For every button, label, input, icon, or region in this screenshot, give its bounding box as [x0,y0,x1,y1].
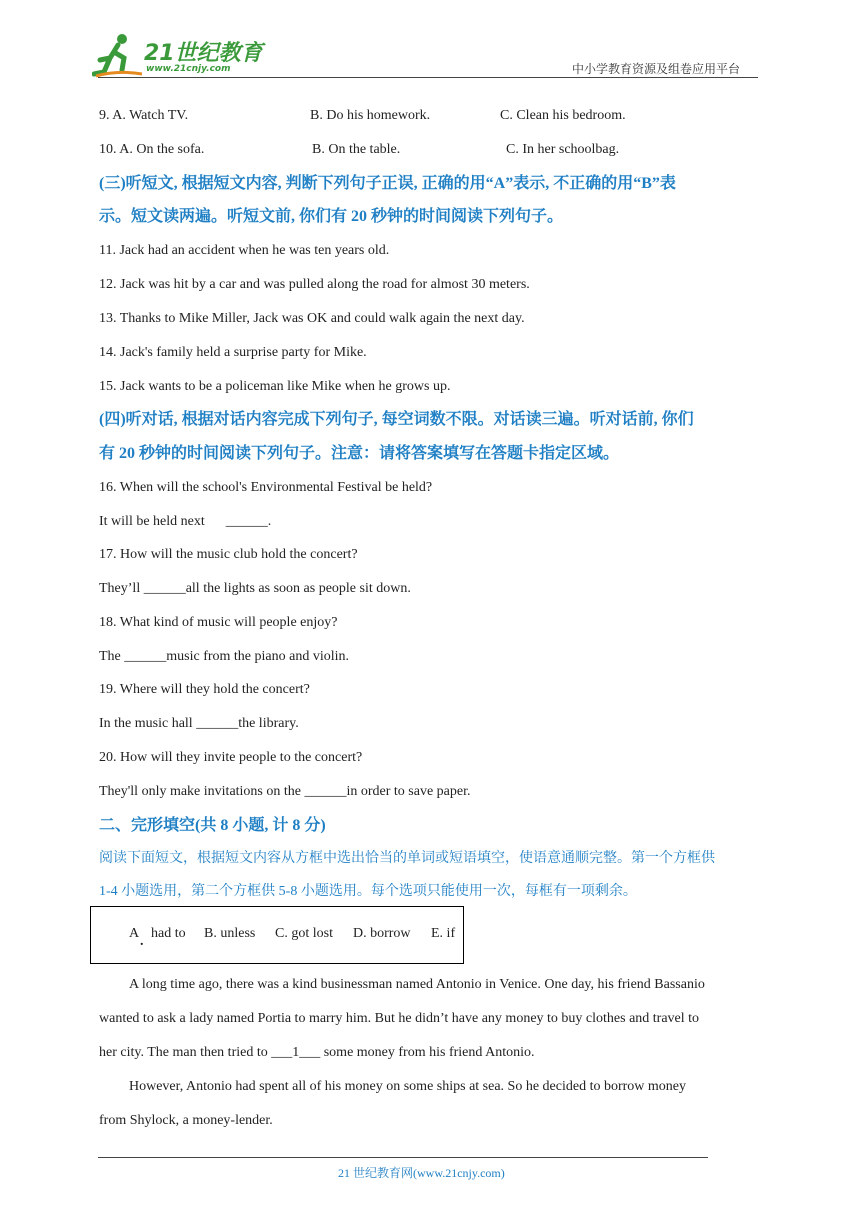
statement-13: 13. Thanks to Mike Miller, Jack was OK and could walk again the next day. [99,311,525,326]
answer-line-18: The ______music from the piano and violin. [99,649,350,664]
answer-line-20: They'll only make invitations on the ______in order to save paper. [99,784,471,799]
word-option-e: E. if [431,926,456,941]
statement-12: 12. Jack was hit by a car and was pulled along the road for almost 30 meters. [99,277,530,292]
passage-p1-line1: A long time ago, there was a kind businessman named Antonio in Venice. One day, his friend Bassanio [129,977,705,992]
cloze-instruction-line2: 1-4 小题选用，第二个方框供 5-8 小题选用。每个选项只能使用一次，每框有一项剩余。 [99,884,637,899]
logo [92,32,262,78]
word-option-a-dot: . [140,934,144,949]
logo-url: www.21cnjy.com [146,64,231,74]
statement-14: 14. Jack's family held a surprise party for Mike. [99,345,367,360]
q9-option-b: B. Do his homework. [310,108,431,123]
footer-text: 21 世纪教育网(www.21cnjy.com) [338,1166,505,1180]
statement-15: 15. Jack wants to be a policeman like Mike when he grows up. [99,379,451,394]
answer-line-19: In the music hall ______the library. [99,716,299,731]
part3-heading-line2: 示。短文读两遍。听短文前, 你们有 20 秒钟的时间阅读下列句子。 [99,208,564,225]
header-rule [98,77,758,78]
logo-text: 21世纪教育 [144,41,263,66]
cloze-instruction-line1: 阅读下面短文，根据短文内容从方框中选出恰当的单词或短语填空，使语意通顺完整。第一个方框供 [99,851,715,866]
passage-text: her city. The man then tried to [99,1045,272,1060]
word-option-d: D. borrow [353,926,411,941]
blank-1: ___1___ [271,1045,321,1060]
q10-option-c: C. In her schoolbag. [506,142,620,157]
runner-logo-icon [92,32,144,78]
answer-line-17: They’ll ______all the lights as soon as people sit down. [99,581,411,596]
question-20: 20. How will they invite people to the concert? [99,750,363,765]
passage-p1-line3 [99,1044,535,1062]
q10-option-a: 10. A. On the sofa. [99,142,205,157]
q10-option-b: B. On the table. [312,142,401,157]
q9-option-c: C. Clean his bedroom. [500,108,626,123]
answer-line-16: It will be held next ______. [99,514,272,529]
footer-rule [98,1157,708,1158]
passage-p1-line2: wanted to ask a lady named Portia to marry him. But he didn’t have any money to buy clothes and travel to [99,1011,700,1026]
question-18: 18. What kind of music will people enjoy? [99,615,338,630]
word-option-c: C. got lost [275,926,333,941]
q9-option-a: 9. A. Watch TV. [99,108,189,123]
part4-heading-line2: 有 20 秒钟的时间阅读下列句子。注意：请将答案填写在答题卡指定区域。 [99,445,620,462]
word-option-b: B. unless [204,926,256,941]
part3-heading-line1: (三)听短文, 根据短文内容, 判断下列句子正误, 正确的用“A”表示, 不正确的用“B”表 [99,175,676,192]
word-option-a: had to [151,926,186,941]
word-option-a-letter: A [129,926,140,941]
header-right-text: 中小学教育资源及组卷应用平台 [572,62,741,76]
statement-11: 11. Jack had an accident when he was ten years old. [99,243,390,258]
question-16: 16. When will the school's Environmental Festival be held? [99,480,433,495]
passage-p2-line1: However, Antonio had spent all of his money on some ships at sea. So he decided to borrow money [129,1079,687,1094]
passage-p2-line2: from Shylock, a money-lender. [99,1113,273,1128]
question-19: 19. Where will they hold the concert? [99,682,310,697]
passage-text: some money from his friend Antonio. [320,1045,535,1060]
cloze-section-title: 二、完形填空(共 8 小题, 计 8 分) [99,817,326,834]
question-17: 17. How will the music club hold the concert? [99,547,358,562]
part4-heading-line1: (四)听对话, 根据对话内容完成下列句子, 每空词数不限。对话读三遍。听对话前, 你们 [99,411,694,428]
